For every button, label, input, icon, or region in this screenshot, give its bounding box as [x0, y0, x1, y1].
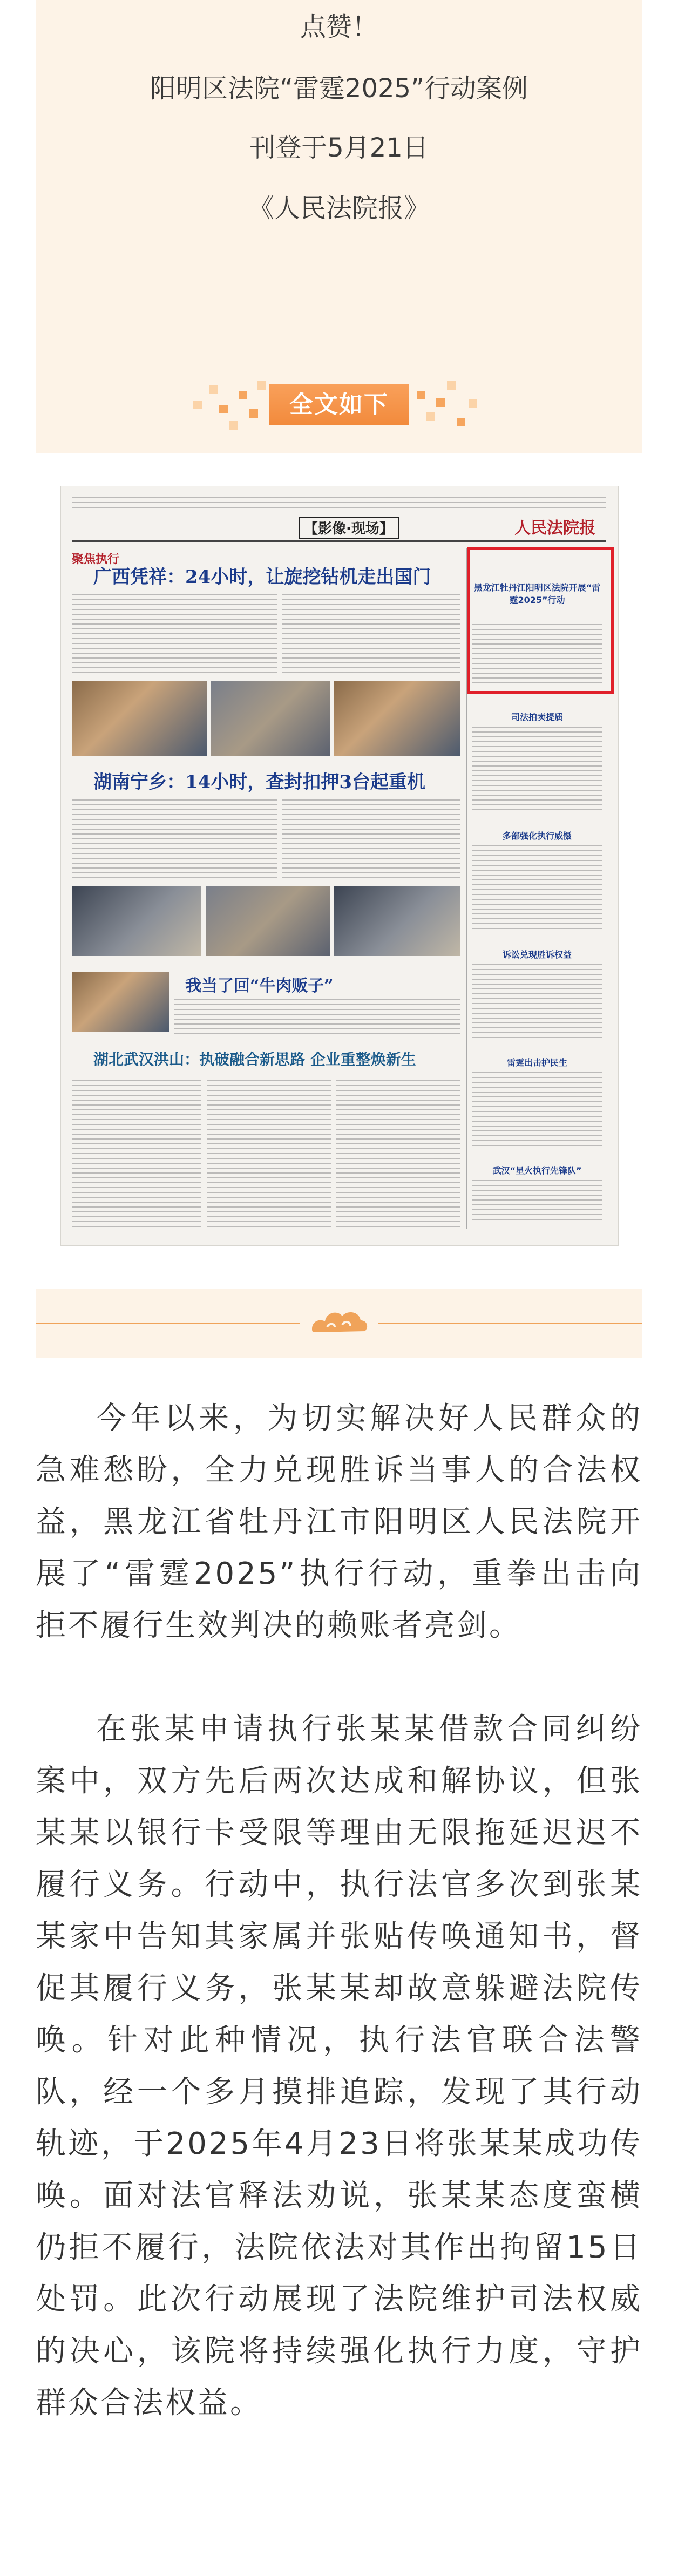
- newspaper-text-block: [282, 594, 460, 675]
- newspaper-text-block: [72, 1080, 201, 1231]
- newspaper-header-strip: [72, 497, 606, 508]
- newspaper-text-block: [72, 799, 277, 880]
- newspaper-text-block: [336, 1080, 460, 1231]
- newspaper-headline-3: 我当了回“牛肉贩子”: [185, 977, 334, 995]
- intro-publish-date: 刊登于5月21日: [249, 133, 429, 163]
- article-paragraph-1: 今年以来，为切实解决好人民群众的急难愁盼，全力兑现胜诉当事人的合法权益，黑龙江省牡丹江市阳明区人民法院开展了“雷霆2025”执行行动，重拳出击向拒不履行生效判决的赖账者亮剑。: [36, 1401, 642, 1643]
- intro-card: [36, 0, 642, 453]
- newspaper-text-block: [174, 999, 460, 1037]
- newspaper-photo: [206, 886, 330, 956]
- fulltext-label: 全文如下: [269, 384, 409, 425]
- highlight-box: [467, 547, 614, 694]
- newspaper-name: 人民法院报: [514, 519, 595, 538]
- newspaper-masthead: [72, 513, 606, 542]
- newspaper-text-block: [72, 594, 277, 675]
- intro-praise: 点赞！: [300, 12, 378, 42]
- newspaper-photo: [72, 972, 169, 1032]
- section-divider: [36, 1289, 642, 1358]
- newspaper-text-block: [472, 964, 602, 1040]
- newspaper-text-block: [472, 1180, 602, 1223]
- sidebar-top-headline: 黑龙江牡丹江阳明区法院开展“雷霆2025”行动: [473, 582, 601, 605]
- newspaper-photo: [72, 681, 207, 756]
- intro-newspaper-name: 《人民法院报》: [248, 193, 430, 223]
- newspaper-page-image: [60, 486, 619, 1246]
- fulltext-banner: [193, 375, 485, 435]
- sidebar-item: 武汉“星火执行先锋队”: [492, 1165, 582, 1176]
- divider-line-left: [36, 1323, 300, 1324]
- newspaper-photo: [334, 681, 460, 756]
- newspaper-text-block: [282, 799, 460, 880]
- newspaper-headline-2: 湖南宁乡：14小时，查封扣押3台起重机: [93, 771, 425, 793]
- divider-line-right: [378, 1323, 642, 1324]
- article-body: [36, 1393, 642, 2481]
- sidebar-item: 司法拍卖提质: [511, 712, 563, 722]
- newspaper-photo: [334, 886, 460, 956]
- newspaper-headline-1: 广西凭祥：24小时，让旋挖钻机走出国门: [93, 566, 431, 588]
- column-logo: 聚焦执行: [72, 553, 120, 566]
- intro-case-title: 阳明区法院“雷霆2025”行动案例: [150, 73, 528, 104]
- article-paragraph-2: 在张某申请执行张某某借款合同纠纷案中，双方先后两次达成和解协议，但张某某以银行卡受限等理由无限拖延迟迟不履行义务。行动中，执行法官多次到张某某家中告知其家属并张贴传唤通知书，督促其履行义务，张某某却故意躲避法院传唤。针对此种情况，执行法官联合法警队，经一个多月摸排追踪，发现了其行动轨迹，于2025年4月23日将张某某成功传唤。面对法官释法劝说，张某某态度蛮横仍拒不履行，法院依法对其作出拘留15日处罚。此次行动展现了法院维护司法权威的决心，该院将持续强化执行力度，守护群众合法权益。: [36, 1712, 642, 2421]
- newspaper-photo: [72, 886, 201, 956]
- auspicious-cloud-icon: [307, 1305, 371, 1341]
- newspaper-photo: [211, 681, 330, 756]
- newspaper-section-tag: 【影像·现场】: [299, 517, 399, 539]
- newspaper-text-block: [472, 1072, 602, 1148]
- sidebar-item: 诉讼兑现胜诉权益: [502, 950, 572, 960]
- newspaper-text-block: [207, 1080, 331, 1231]
- newspaper-text-block: [472, 845, 602, 932]
- sidebar-item: 多部强化执行威慑: [502, 831, 572, 841]
- newspaper-headline-4: 湖北武汉洪山：执破融合新思路 企业重整焕新生: [93, 1050, 416, 1068]
- sidebar-item: 雷霆出击护民生: [506, 1057, 567, 1068]
- newspaper-text-block: [472, 727, 602, 813]
